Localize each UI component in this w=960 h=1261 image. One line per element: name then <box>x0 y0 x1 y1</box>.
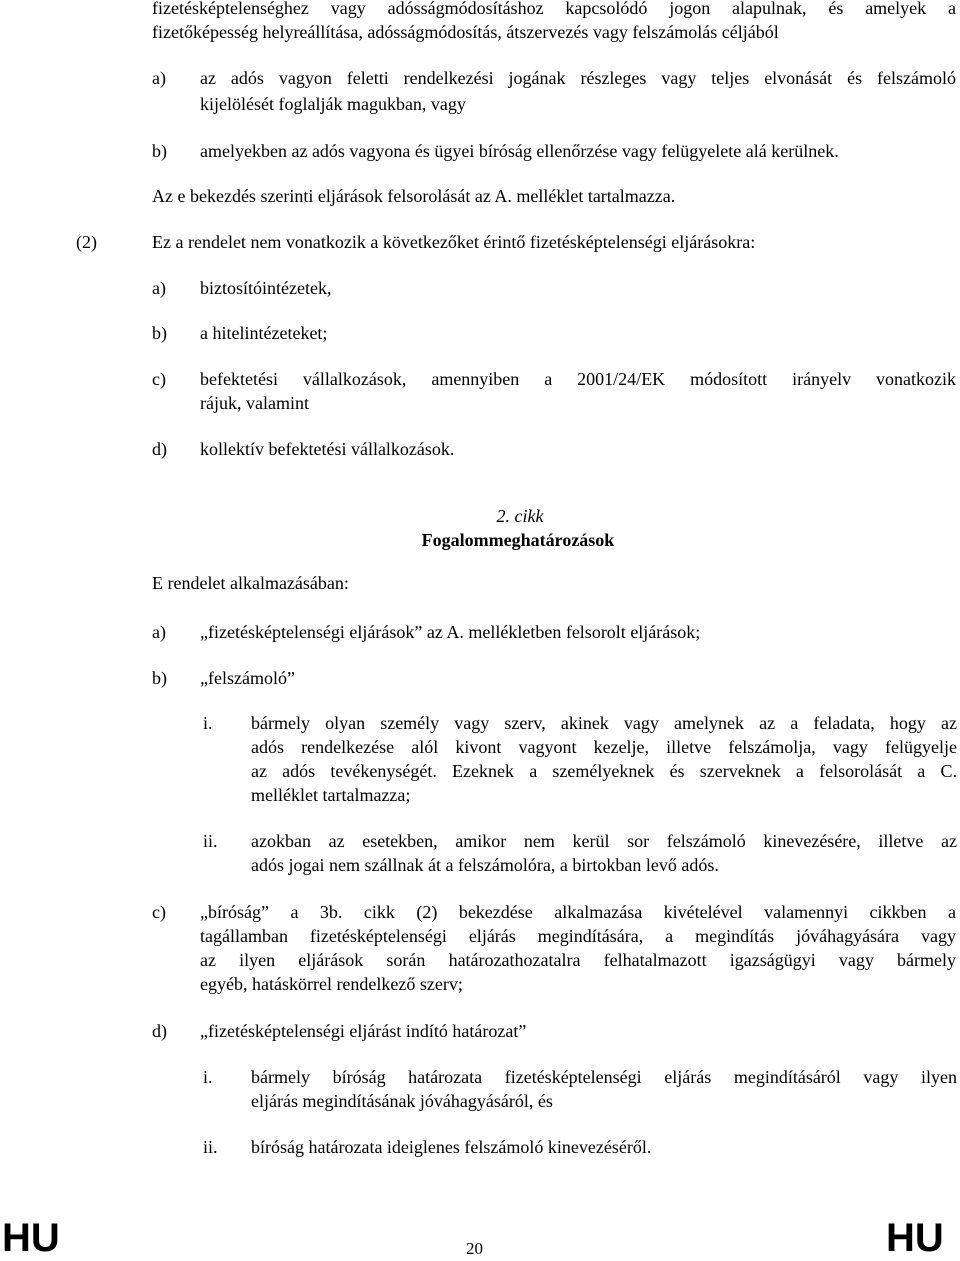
list1-a-line-1: az adós vagyon feletti rendelkezési jogának részleges vagy teljes elvonását és felszámoló <box>200 68 956 88</box>
para2-a-text: biztosítóintézetek, <box>200 278 332 298</box>
def-d-i-label: i. <box>203 1067 213 1087</box>
footer-lang-right: HU <box>886 1216 944 1260</box>
def-d-i-line-1: bármely bíróság határozata fizetésképtelenségi eljárás megindításáról vagy ilyen <box>251 1067 957 1087</box>
list1-b-text: amelyekben az adós vagyona és ügyei bíróság ellenőrzése vagy felügyelete alá kerülnek. <box>200 141 839 161</box>
def-b-i-line-4: melléklet tartalmazza; <box>251 785 411 805</box>
def-b-ii-line-1: azokban az esetekben, amikor nem kerül sor felszámoló kinevezésére, illetve az <box>251 831 957 851</box>
list1-b-label: b) <box>152 141 167 161</box>
def-b-text: „felszámoló” <box>200 668 295 688</box>
def-b-label: b) <box>152 668 167 688</box>
def-d-label: d) <box>152 1021 167 1041</box>
list1-a-line-2: kijelölését foglalják magukban, vagy <box>200 94 466 114</box>
def-c-line-3: az ilyen eljárások során határozathozatalra felhatalmazott igazságügyi vagy bármely <box>200 950 956 970</box>
para2-number: (2) <box>76 232 97 252</box>
annex-note: Az e bekezdés szerinti eljárások felsorolását az A. melléklet tartalmazza. <box>152 186 676 206</box>
para2-b-label: b) <box>152 323 167 343</box>
def-d-ii-text: bíróság határozata ideiglenes felszámoló kinevezéséről. <box>251 1137 652 1157</box>
para2-c-label: c) <box>152 369 166 389</box>
para2-c-line-2: rájuk, valamint <box>200 393 309 413</box>
def-b-ii-line-2: adós jogai nem szállnak át a felszámolóra, a birtokban levő adós. <box>251 855 719 875</box>
def-c-label: c) <box>152 902 166 922</box>
def-a-label: a) <box>152 622 166 642</box>
para2-a-label: a) <box>152 278 166 298</box>
def-d-i-line-2: eljárás megindításának jóváhagyásáról, és <box>251 1091 553 1111</box>
def-c-line-4: egyéb, hatáskörrel rendelkező szerv; <box>200 974 463 994</box>
intro-line-2: fizetőképesség helyreállítása, adósságmódosítás, átszervezés vagy felszámolás céljából <box>152 22 779 42</box>
def-d-text: „fizetésképtelenségi eljárást indító határozat” <box>200 1021 527 1041</box>
list1-a-label: a) <box>152 68 166 88</box>
para2-c-line-1: befektetési vállalkozások, amennyiben a 2001/24/EK módosított irányelv vonatkozik <box>200 369 956 389</box>
para2-b-text: a hitelintézeteket; <box>200 323 328 343</box>
footer-lang-left: HU <box>2 1216 60 1260</box>
para2-text: Ez a rendelet nem vonatkozik a következőket érintő fizetésképtelenségi eljárásokra: <box>152 232 756 252</box>
para2-d-label: d) <box>152 439 167 459</box>
def-c-line-1: „bíróság” a 3b. cikk (2) bekezdése alkalmazása kivételével valamennyi cikkben a <box>200 902 956 922</box>
def-c-line-2: tagállamban fizetésképtelenségi eljárás megindítására, a megindítás jóváhagyására vagy <box>200 926 956 946</box>
def-b-ii-label: ii. <box>203 831 218 851</box>
para2-d-text: kollektív befektetési vállalkozások. <box>200 439 455 459</box>
def-d-ii-label: ii. <box>203 1137 218 1157</box>
article-number: 2. cikk <box>496 506 544 526</box>
def-a-text: „fizetésképtelenségi eljárások” az A. mellékletben felsorolt eljárások; <box>200 622 701 642</box>
def-b-i-line-3: az adós tevékenységét. Ezeknek a személyeknek és szerveknek a felsorolását a C. <box>251 761 957 781</box>
intro-line-1: fizetésképtelenséghez vagy adósságmódosításhoz kapcsolódó jogon alapulnak, és amelyek a <box>152 0 956 18</box>
def-b-i-line-1: bármely olyan személy vagy szerv, akinek vagy amelynek az a feladata, hogy az <box>251 713 957 733</box>
article-title: Fogalommeghatározások <box>421 530 615 550</box>
def-b-i-line-2: adós rendelkezése alól kivont vagyont kezelje, illetve felszámolja, vagy felügyelje <box>251 737 957 757</box>
page-number: 20 <box>466 1239 483 1258</box>
def-b-i-label: i. <box>203 713 213 733</box>
article-lead: E rendelet alkalmazásában: <box>152 573 349 593</box>
